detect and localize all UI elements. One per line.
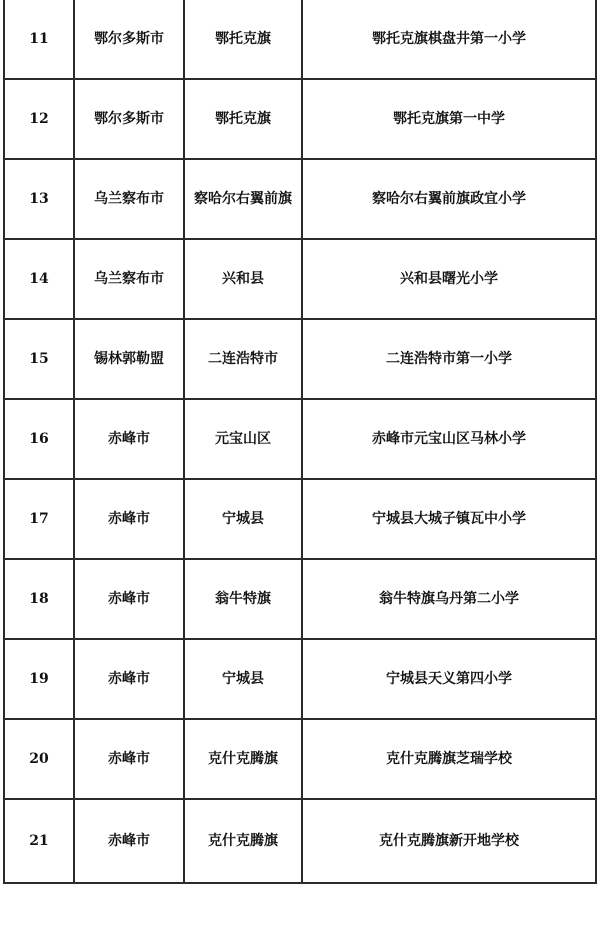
table-row xyxy=(4,239,596,319)
county-cell: 二连浩特市 xyxy=(184,319,302,399)
school-name-cell: 翁牛特旗乌丹第二小学 xyxy=(302,559,596,639)
city-cell: 赤峰市 xyxy=(74,479,184,559)
city-cell: 鄂尔多斯市 xyxy=(74,79,184,159)
school-name-cell: 克什克腾旗芝瑞学校 xyxy=(302,719,596,799)
school-list-table xyxy=(3,0,597,884)
row-number-cell: 13 xyxy=(4,159,74,239)
school-name-cell: 宁城县天义第四小学 xyxy=(302,639,596,719)
city-cell: 乌兰察布市 xyxy=(74,239,184,319)
table-row xyxy=(4,559,596,639)
table-row xyxy=(4,799,596,883)
row-number-cell: 21 xyxy=(4,799,74,883)
row-number-cell: 18 xyxy=(4,559,74,639)
school-name-cell: 鄂托克旗棋盘井第一小学 xyxy=(302,0,596,79)
table-row xyxy=(4,159,596,239)
table-row xyxy=(4,479,596,559)
table-row xyxy=(4,0,596,79)
school-name-cell: 赤峰市元宝山区马林小学 xyxy=(302,399,596,479)
city-cell: 锡林郭勒盟 xyxy=(74,319,184,399)
city-cell: 赤峰市 xyxy=(74,559,184,639)
table-row xyxy=(4,319,596,399)
county-cell: 鄂托克旗 xyxy=(184,0,302,79)
school-name-cell: 兴和县曙光小学 xyxy=(302,239,596,319)
school-name-cell: 克什克腾旗新开地学校 xyxy=(302,799,596,883)
city-cell: 赤峰市 xyxy=(74,719,184,799)
county-cell: 鄂托克旗 xyxy=(184,79,302,159)
county-cell: 翁牛特旗 xyxy=(184,559,302,639)
table-row xyxy=(4,399,596,479)
city-cell: 赤峰市 xyxy=(74,799,184,883)
city-cell: 赤峰市 xyxy=(74,639,184,719)
school-name-cell: 鄂托克旗第一中学 xyxy=(302,79,596,159)
table-row xyxy=(4,719,596,799)
school-name-cell: 宁城县大城子镇瓦中小学 xyxy=(302,479,596,559)
city-cell: 赤峰市 xyxy=(74,399,184,479)
row-number-cell: 14 xyxy=(4,239,74,319)
row-number-cell: 15 xyxy=(4,319,74,399)
county-cell: 元宝山区 xyxy=(184,399,302,479)
county-cell: 克什克腾旗 xyxy=(184,719,302,799)
row-number-cell: 11 xyxy=(4,0,74,79)
row-number-cell: 19 xyxy=(4,639,74,719)
county-cell: 宁城县 xyxy=(184,639,302,719)
row-number-cell: 17 xyxy=(4,479,74,559)
table-row xyxy=(4,79,596,159)
county-cell: 克什克腾旗 xyxy=(184,799,302,883)
table-row xyxy=(4,639,596,719)
row-number-cell: 16 xyxy=(4,399,74,479)
city-cell: 鄂尔多斯市 xyxy=(74,0,184,79)
school-name-cell: 二连浩特市第一小学 xyxy=(302,319,596,399)
county-cell: 察哈尔右翼前旗 xyxy=(184,159,302,239)
school-name-cell: 察哈尔右翼前旗政宜小学 xyxy=(302,159,596,239)
county-cell: 兴和县 xyxy=(184,239,302,319)
row-number-cell: 20 xyxy=(4,719,74,799)
row-number-cell: 12 xyxy=(4,79,74,159)
county-cell: 宁城县 xyxy=(184,479,302,559)
city-cell: 乌兰察布市 xyxy=(74,159,184,239)
